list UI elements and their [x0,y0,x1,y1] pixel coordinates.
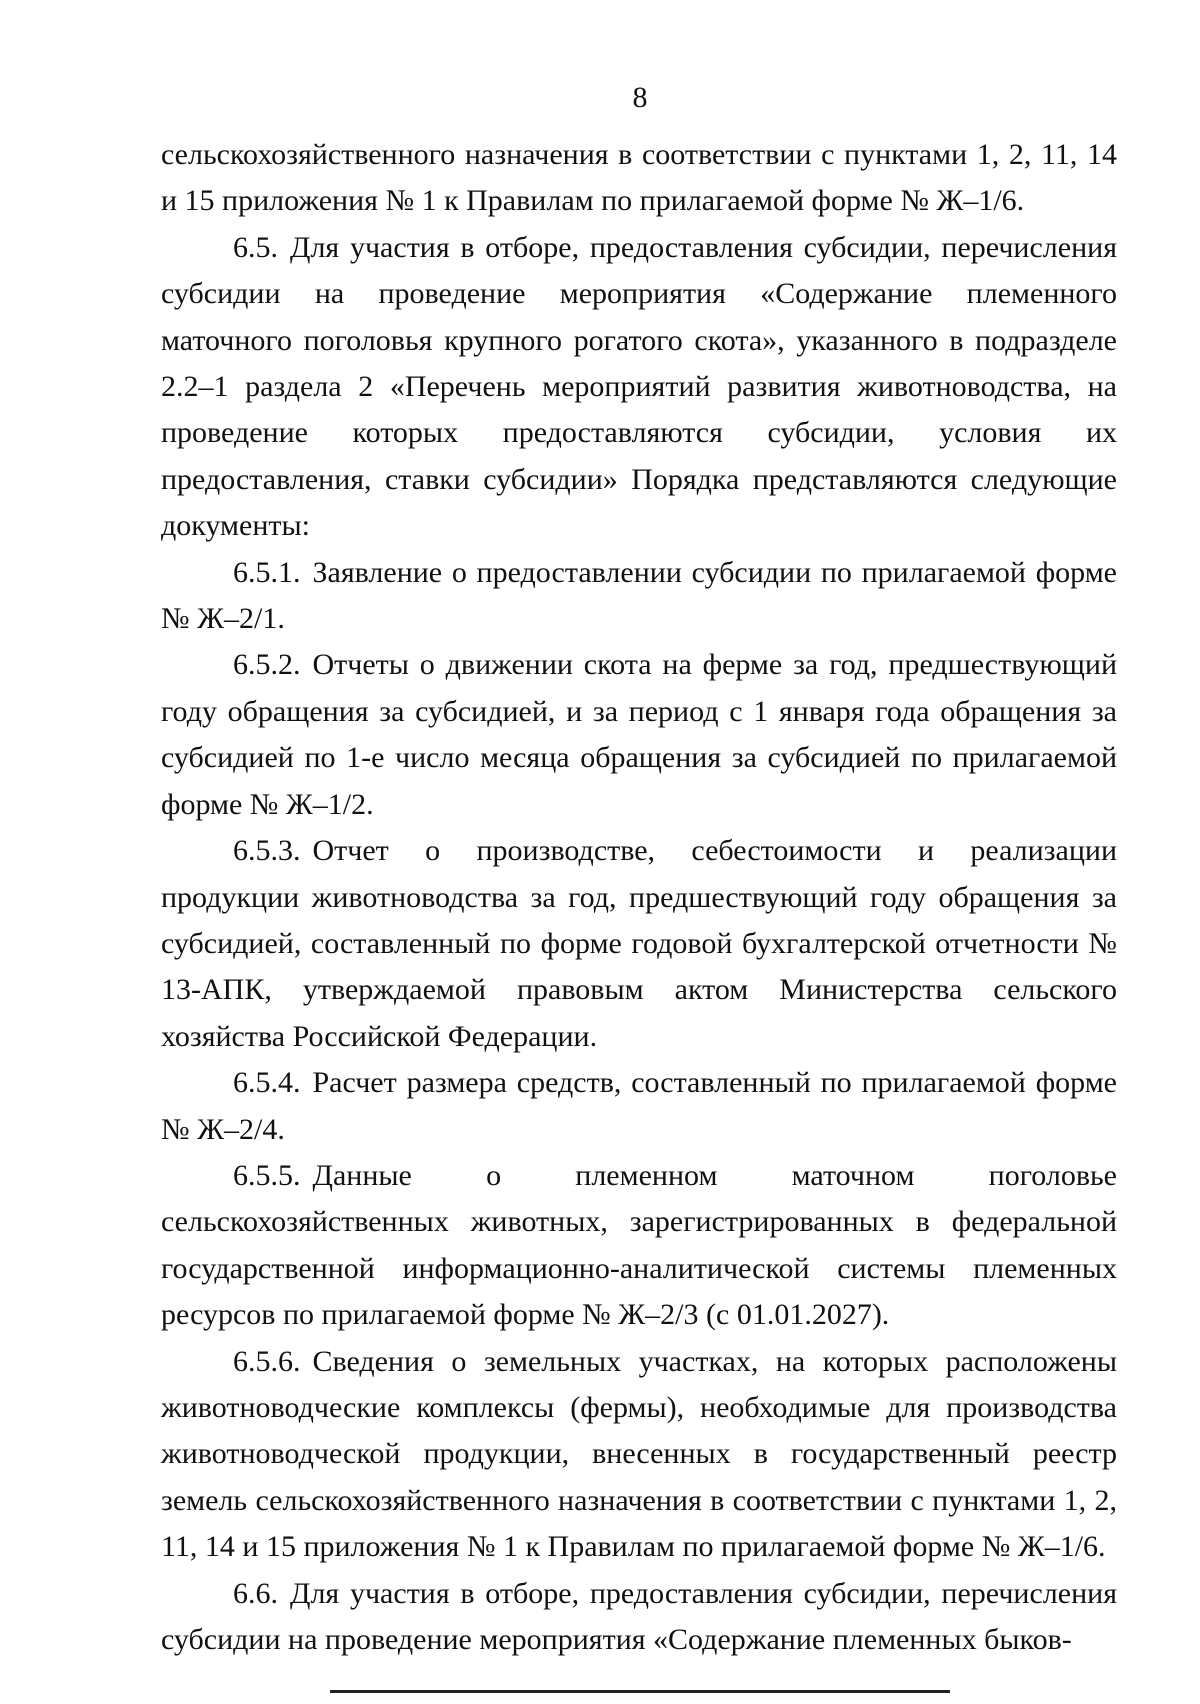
paragraph-text: Расчет размера средств, составленный по прилагаемой форме № Ж–2/4. [161,1066,1117,1146]
clause-number: 6.5.5. [233,1158,301,1192]
paragraph-text: сельскохозяйственного назначения в соответствии с пунктами 1, 2, 11, 14 и 15 приложения № 1 к Правилам по прилагаемой форме № Ж–1/6. [161,138,1117,218]
clause-number: 6.5.2. [233,648,301,682]
paragraph-text: Отчет о производстве, себестоимости и реализации продукции животноводства за год, предшествующий году обращения за субсидией, составленный по форме годовой бухгалтерской отчетности № 13-АПК, утверждаемой правовым актом Министерства сельского хозяйства Российской Федерации. [161,834,1117,1053]
paragraph-continuation [161,132,1117,225]
paragraph-6-5-5 [161,1153,1117,1339]
clause-number: 6.5.3. [233,834,301,868]
document-body [161,132,1117,1663]
paragraph-text: Заявление о предоставлении субсидии по прилагаемой форме № Ж–2/1. [161,555,1117,636]
paragraph-6-5 [161,225,1117,550]
clause-number: 6.5.1. [233,555,301,589]
paragraph-6-5-4 [161,1060,1117,1153]
paragraph-text: Для участия в отборе, предоставления субсидии, перечисления субсидии на проведение мероприятия «Содержание племенных быков- [161,1576,1117,1656]
paragraph-text: Отчеты о движении скота на ферме за год, предшествующий году обращения за субсидией, и за период с 1 января года обращения за субсидией по 1-е число месяца обращения за субсидией по прилагаемой форме № Ж–1/2. [161,648,1117,821]
clause-number: 6.6. [233,1576,278,1610]
clause-number: 6.5. [233,230,278,264]
paragraph-6-5-3 [161,828,1117,1060]
clause-number: 6.5.6. [233,1344,301,1378]
paragraph-6-5-2 [161,642,1117,828]
clause-number: 6.5.4. [233,1066,301,1100]
paragraph-text: Сведения о земельных участках, на которых расположены животноводческие комплексы (фермы), необходимые для производства животноводческой продукции, внесенных в государственный реестр земель сельскохозяйственного назначения в соответствии с пунктами 1, 2, 11, 14 и 15 приложения № 1 к Правилам по прилагаемой форме № Ж–1/6. [161,1344,1117,1564]
bottom-rule [330,1690,950,1693]
paragraph-6-6 [161,1571,1117,1664]
paragraph-text: Данные о племенном маточном поголовье сельскохозяйственных животных, зарегистрированных в федеральной государственной информационно-аналитической системы племенных ресурсов по прилагаемой форме № Ж–2/3 (с 01.01.2027). [161,1158,1117,1332]
page-number: 8 [632,81,648,114]
paragraph-text: Для участия в отборе, предоставления субсидии, перечисления субсидии на проведение мероприятия «Содержание племенного маточного поголовья крупного рогатого скота», указанного в подразделе 2.2–1 раздела 2 «Перечень мероприятий развития животноводства, на проведение которых предоставляются субсидии, условия их предоставления, ставки субсидии» Порядка представляются следующие документы: [161,230,1117,543]
paragraph-6-5-6 [161,1339,1117,1571]
paragraph-6-5-1 [161,550,1117,643]
